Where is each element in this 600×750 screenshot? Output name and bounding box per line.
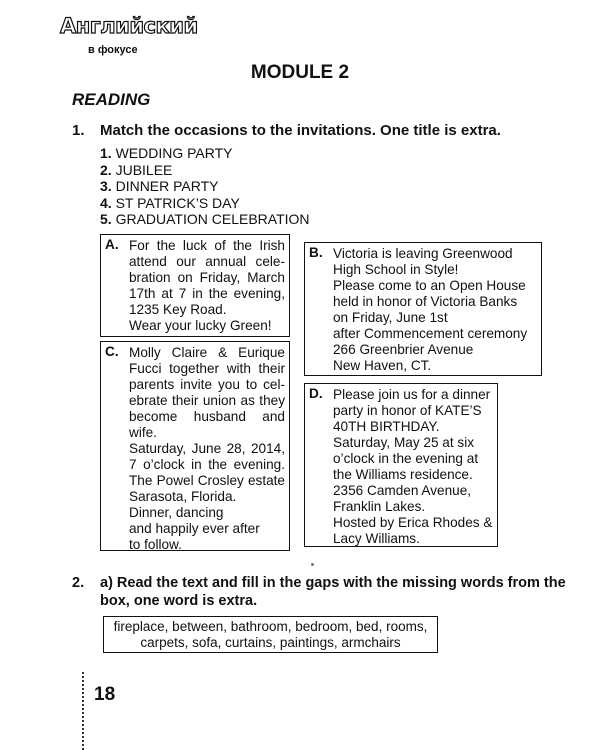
stray-dot (311, 563, 314, 566)
task2-instruction-line2: box, one word is extra. (100, 593, 258, 609)
word-box-line2: carpets, sofa, curtains, paintings, armchairs (140, 635, 401, 650)
section-title: READING (72, 90, 151, 109)
invitation-text: For the luck of the Irish attend our annual cele- bration on Friday, March 17th at 7 in the evening, 1235 Key Road. Wear your lucky Green! (129, 238, 285, 333)
invitation-letter: A. (105, 237, 119, 252)
task1-number: 1. (72, 122, 85, 139)
word-box (103, 616, 438, 653)
series-logo (60, 14, 198, 62)
list-item: 5. GRADUATION CELEBRATION (100, 211, 310, 227)
margin-dotted-line (82, 672, 84, 750)
word-box-line1: fireplace, between, bathroom, bedroom, bed, rooms, (113, 619, 428, 634)
page-number: 18 (94, 684, 116, 705)
invitation-d (304, 383, 498, 547)
task2-number: 2. (72, 575, 85, 591)
list-item: 1. WEDDING PARTY (100, 145, 233, 161)
list-item: 3. DINNER PARTY (100, 178, 219, 194)
logo-subtitle: в фокусе (88, 44, 138, 56)
invitation-b (304, 242, 542, 376)
task1-heading (72, 122, 501, 139)
invitation-c (100, 341, 290, 551)
invitation-letter: C. (105, 344, 119, 359)
invitation-text: Please join us for a dinner party in honor of KATE’S 40TH BIRTHDAY. Saturday, May 25 at six o’clock in the evening at the Williams residence. 2356 Camden Avenue, Franklin Lakes. Hosted by Erica Rhodes & Lacy Williams. (333, 387, 493, 546)
invitation-letter: D. (309, 386, 323, 401)
invitation-letter: B. (309, 245, 323, 260)
task1-instruction: Match the occasions to the invitations. One title is extra. (100, 122, 501, 139)
list-item: 4. ST PATRICK’S DAY (100, 194, 240, 211)
invitation-text: Molly Claire & Eurique Fucci together with their parents invite you to cel- ebrate their union as they become husband and wife. Saturday, June 28, 2014, 7 o’clock in the evening. The Powel Crosley estate Sarasota, Florida. Dinner, dancing and happily ever after to follow. (129, 345, 285, 552)
logo-title: Английский (60, 14, 198, 38)
invitation-a (100, 234, 290, 337)
list-item: 2. JUBILEE (100, 161, 173, 178)
task2-heading (72, 574, 566, 610)
module-title: MODULE 2 (250, 62, 350, 83)
titles-list (100, 145, 310, 228)
invitation-text: Victoria is leaving Greenwood High School in Style! Please come to an Open House held in honor of Victoria Banks on Friday, June 1st after Commencement ceremony 266 Greenbrier Avenue New Haven, CT. (333, 246, 528, 373)
task2-instruction-line1: a) Read the text and fill in the gaps with the missing words from the (100, 575, 566, 591)
